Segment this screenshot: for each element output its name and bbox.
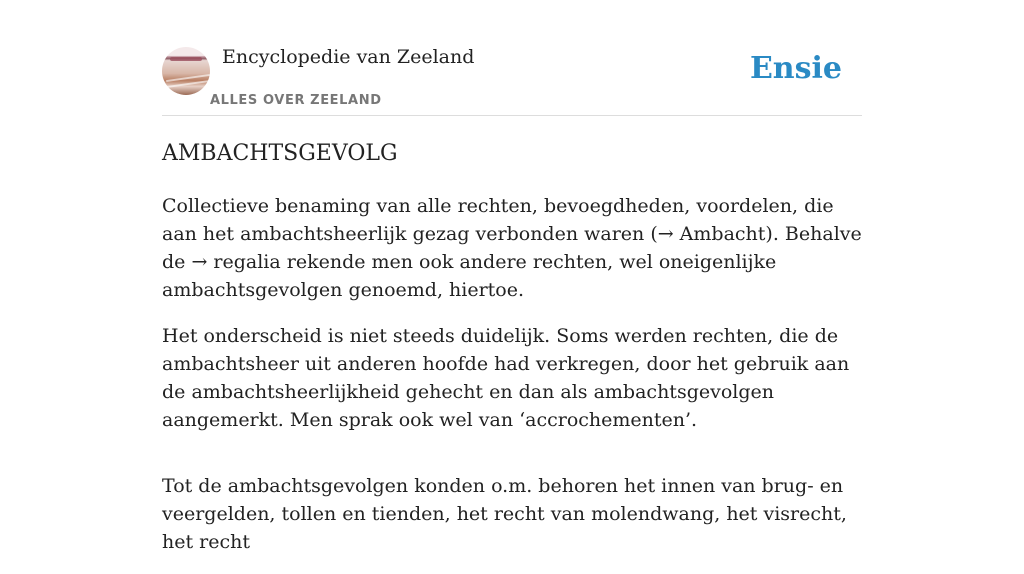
site-avatar[interactable] bbox=[162, 47, 210, 95]
article-body bbox=[162, 192, 862, 574]
article-title: AMBACHTSGEVOLG bbox=[162, 141, 398, 166]
site-tagline: ALLES OVER ZEELAND bbox=[210, 93, 382, 108]
avatar-shelf-decoration bbox=[170, 57, 202, 61]
article-paragraph: Collectieve benaming van alle rechten, bevoegdheden, voordelen, die aan het ambachtsheerlijk gezag verbonden waren (→ Ambacht). Behalve de → regalia rekende men ook andere rechten, wel oneigenlijke ambachtsgevolgen genoemd, hiertoe. bbox=[162, 195, 862, 301]
article-paragraph: Tot de ambachtsgevolgen konden o.m. behoren het innen van brug- en veergelden, tollen en tienden, het recht van molendwang, het visrecht, het recht bbox=[162, 475, 847, 553]
ensie-logo-link[interactable]: Ensie bbox=[749, 51, 842, 86]
page bbox=[162, 0, 862, 553]
article-paragraph: Het onderscheid is niet steeds duidelijk. Soms werden rechten, die de ambachtsheer uit anderen hoofde had verkregen, door het gebruik aan de ambachtsheerlijkheid gehecht en dan als ambachtsgevolgen aangemerkt. Men sprak ook wel van ‘accrochementen’. bbox=[162, 325, 850, 431]
site-header bbox=[162, 0, 862, 116]
site-title[interactable]: Encyclopedie van Zeeland bbox=[222, 46, 475, 68]
